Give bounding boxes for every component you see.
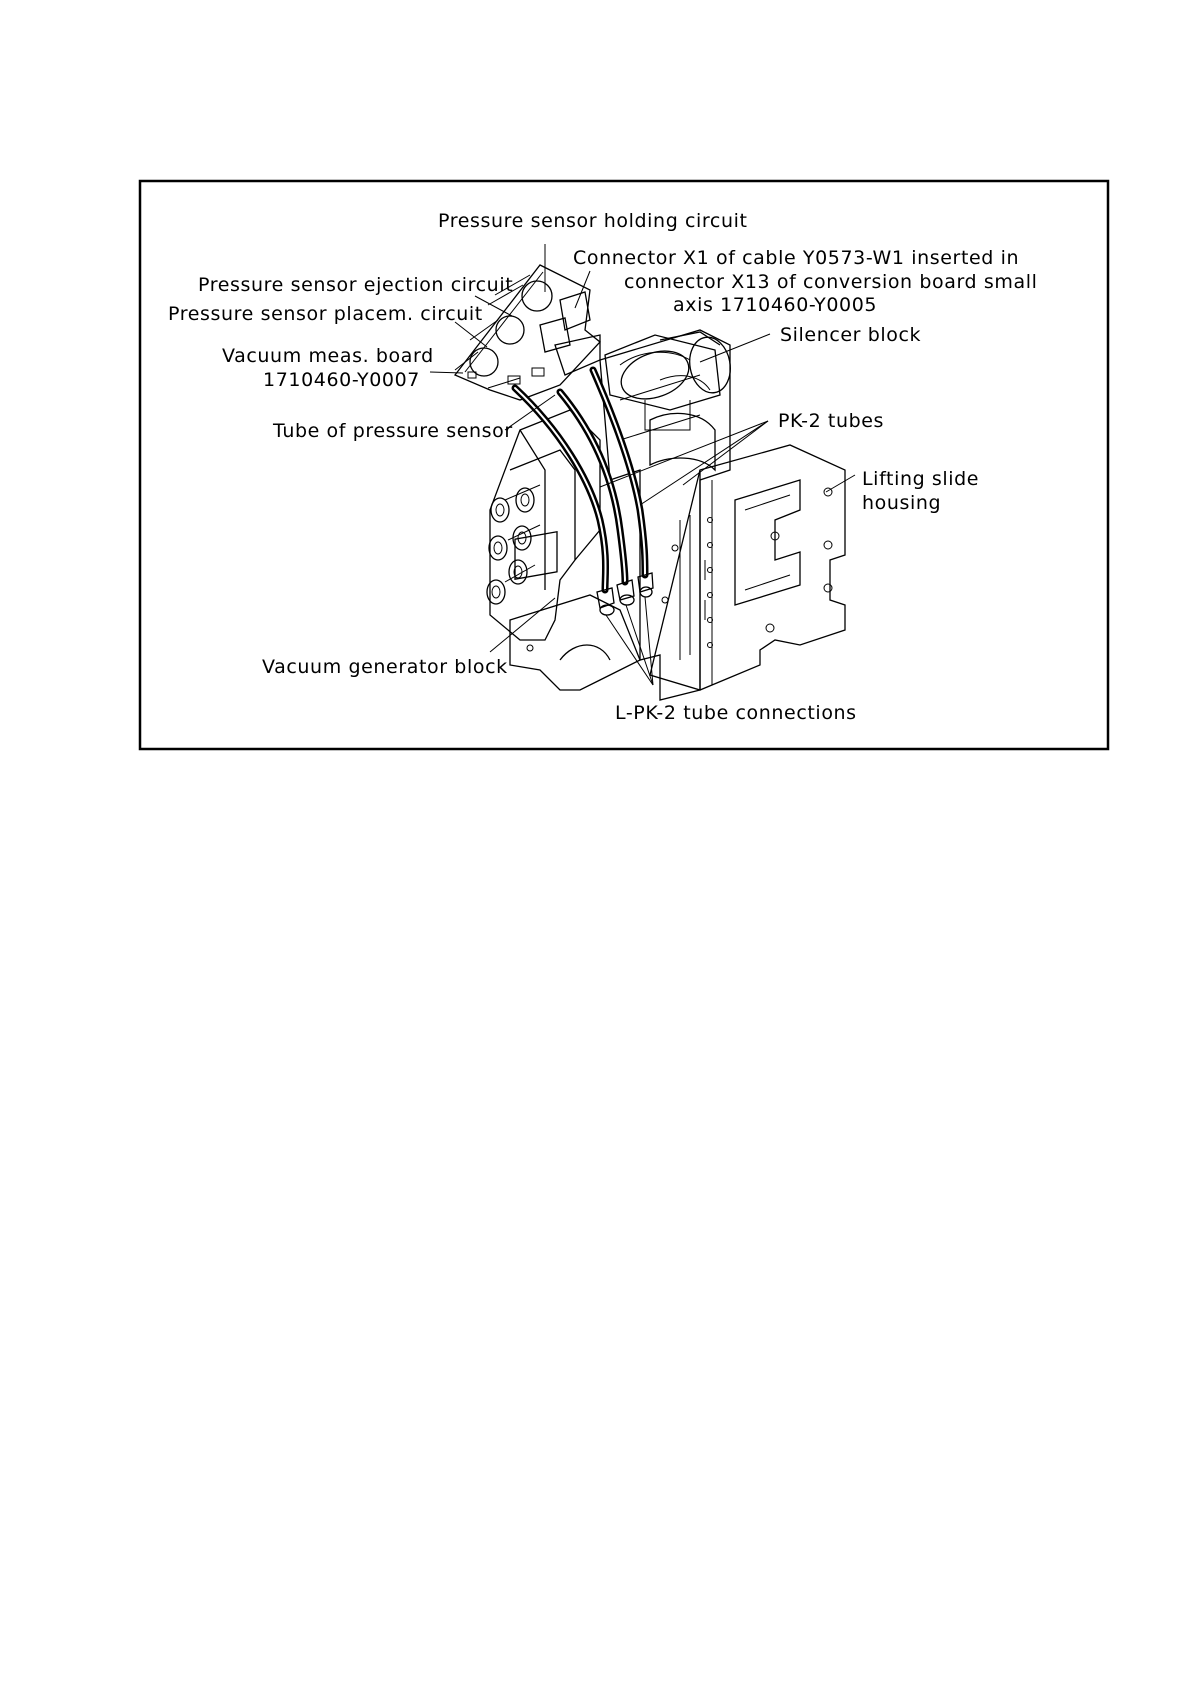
- lifting-slide-housing: [650, 445, 845, 690]
- label-placement-circuit: Pressure sensor placem. circuit: [168, 303, 483, 325]
- label-vacuum-board-line1: Vacuum meas. board: [222, 345, 434, 367]
- label-ejection-circuit: Pressure sensor ejection circuit: [198, 274, 514, 296]
- label-tube-pressure-sensor: Tube of pressure sensor: [273, 420, 513, 442]
- label-connector-line2: connector X13 of conversion board small: [624, 271, 1038, 293]
- label-vacuum-generator-block: Vacuum generator block: [262, 656, 508, 678]
- label-lifting-slide-line1: Lifting slide: [862, 468, 980, 490]
- label-vacuum-board-line2: 1710460-Y0007: [263, 369, 420, 391]
- label-pk2-tubes: PK-2 tubes: [778, 410, 885, 432]
- label-lifting-slide-line2: housing: [862, 492, 942, 514]
- label-connector-line1: Connector X1 of cable Y0573-W1 inserted in: [573, 247, 1020, 269]
- label-lpk2-connections: L-PK-2 tube connections: [615, 702, 857, 724]
- label-connector-line3: axis 1710460-Y0005: [673, 294, 878, 316]
- vacuum-generator-block: [487, 410, 640, 690]
- pk2-tubes: [515, 370, 645, 590]
- silencer-block: [605, 332, 735, 430]
- valve-fittings: [487, 485, 540, 604]
- label-silencer-block: Silencer block: [780, 324, 922, 346]
- label-holding-circuit: Pressure sensor holding circuit: [438, 210, 748, 232]
